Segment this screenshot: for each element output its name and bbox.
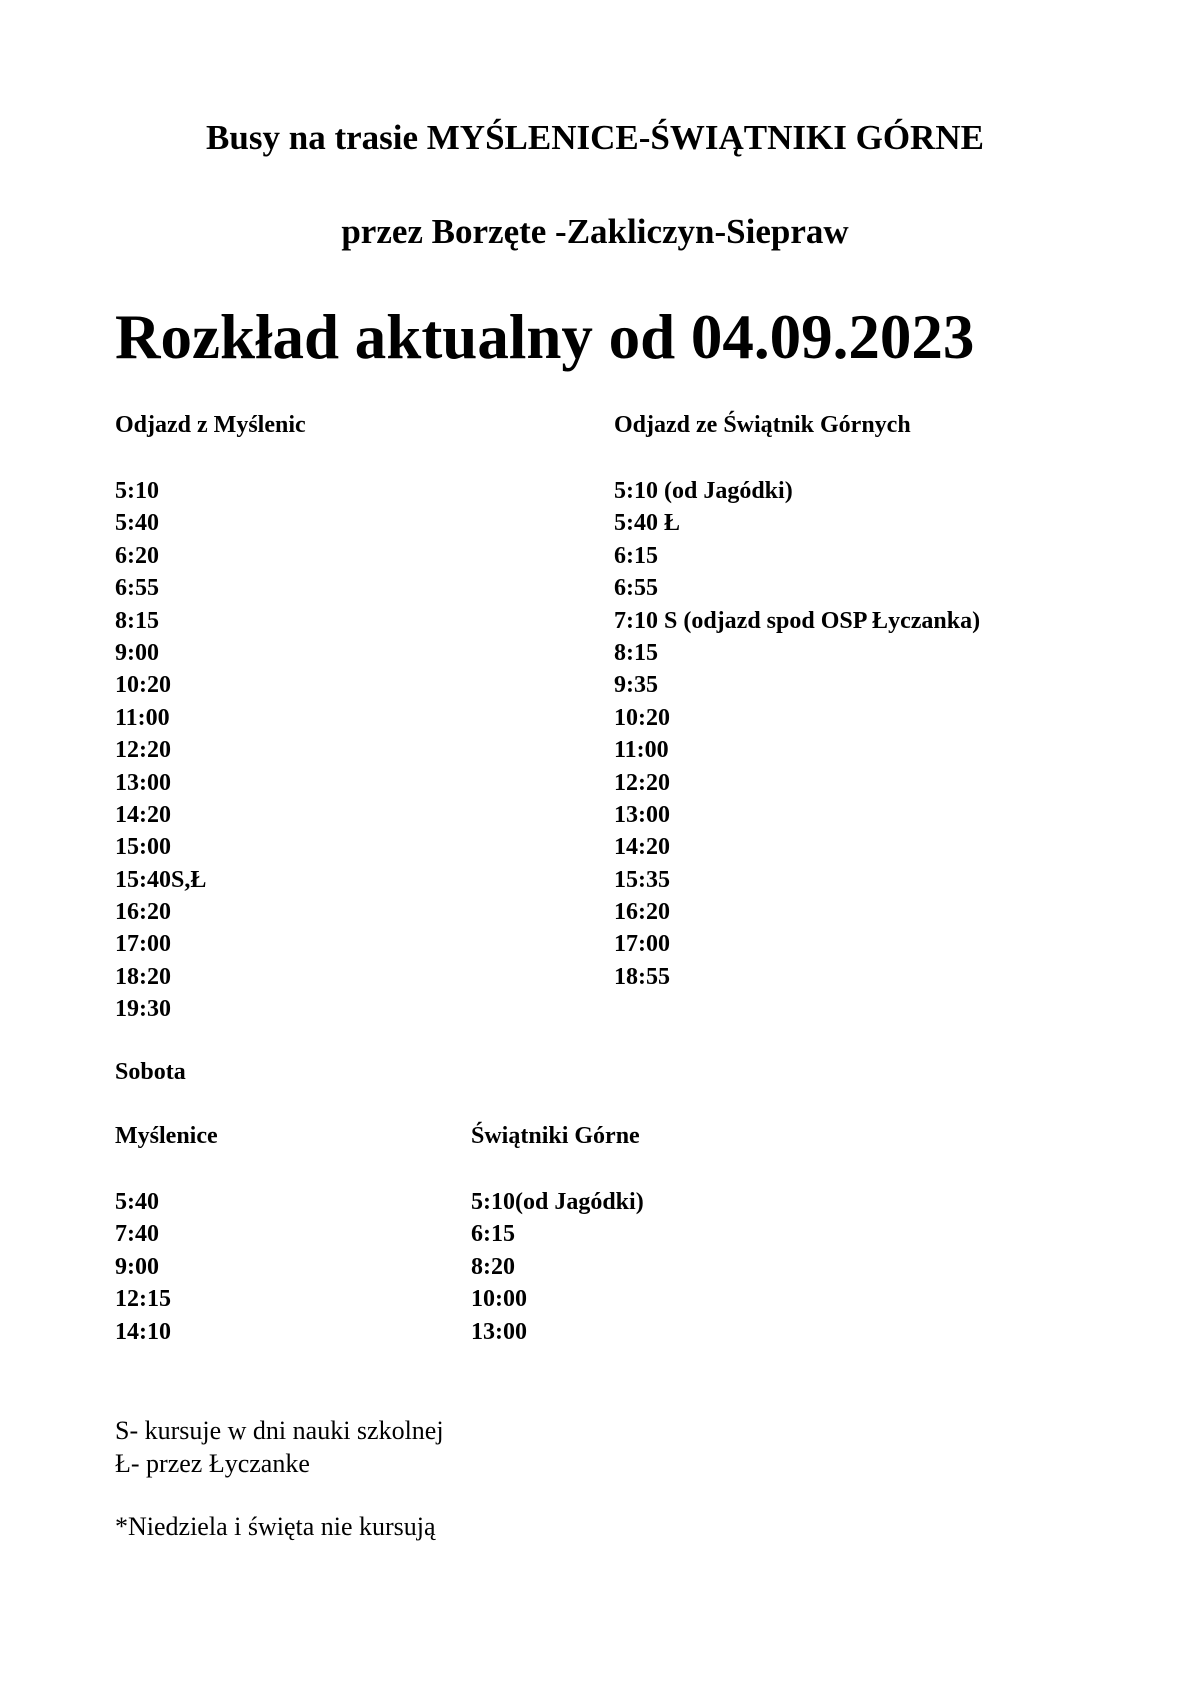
departure-time: 13:00	[471, 1318, 527, 1345]
departure-time: 18:55	[614, 963, 670, 990]
saturday-swiatniki-header: Świątniki Górne	[471, 1123, 640, 1149]
departure-time: 9:00	[115, 639, 159, 666]
departure-time: 10:20	[115, 672, 171, 699]
saturday-swiatniki-times	[471, 1186, 644, 1348]
departure-time: 10:20	[614, 704, 670, 731]
departure-time: 5:10 (od Jagódki)	[614, 478, 793, 504]
title-line-2: przez Borzęte -Zakliczyn-Siepraw	[341, 212, 849, 251]
departure-time: 15:35	[614, 866, 670, 893]
departure-time: 6:20	[115, 542, 159, 569]
departure-time: 17:00	[614, 931, 670, 958]
departure-time: 8:15	[614, 639, 658, 666]
legend-notes	[115, 1414, 444, 1543]
sunday-note: *Niedziela i święta nie kursują	[115, 1512, 436, 1541]
departure-time: 6:55	[115, 575, 159, 602]
departure-time: 11:00	[115, 704, 170, 731]
departure-time: 5:40	[115, 510, 159, 537]
departure-time: 11:00	[614, 737, 669, 764]
weekday-swiatniki-times	[614, 475, 980, 993]
weekday-myslenice-times	[115, 475, 306, 1026]
weekday-swiatniki-header: Odjazd ze Świątnik Górnych	[614, 412, 911, 438]
title-line-1: Busy na trasie MYŚLENICE-ŚWIĄTNIKI GÓRNE	[206, 118, 984, 157]
departure-time: 7:10 S (odjazd spod OSP Łyczanka)	[614, 607, 981, 634]
departure-time: 15:00	[115, 834, 171, 861]
departure-time: 13:00	[614, 801, 670, 828]
weekday-myslenice-header: Odjazd z Myślenic	[115, 412, 306, 438]
departure-time: 5:40 Ł	[614, 510, 680, 537]
departure-time: 9:35	[614, 672, 658, 699]
departure-time: 17:00	[115, 931, 171, 958]
departure-time: 18:20	[115, 963, 171, 990]
saturday-myslenice-header: Myślenice	[115, 1123, 218, 1149]
legend-s: S- kursuje w dni nauki szkolnej	[115, 1416, 444, 1445]
departure-time: 16:20	[115, 899, 171, 926]
departure-time: 5:10(od Jagódki)	[471, 1189, 644, 1215]
departure-time: 12:20	[614, 769, 670, 796]
departure-time: 6:15	[471, 1221, 515, 1248]
departure-time: 14:10	[115, 1318, 171, 1345]
departure-time: 7:40	[115, 1221, 159, 1248]
saturday-header: Sobota	[115, 1059, 186, 1085]
departure-time: 12:20	[115, 737, 171, 764]
departure-time: 5:40	[115, 1189, 159, 1215]
saturday-myslenice-times	[115, 1186, 218, 1348]
weekday-myslenice-column	[115, 411, 306, 1026]
weekday-swiatniki-column	[614, 411, 980, 993]
departure-time: 19:30	[115, 996, 171, 1023]
departure-time: 8:20	[471, 1253, 515, 1280]
departure-time: 16:20	[614, 899, 670, 926]
departure-time: 9:00	[115, 1253, 159, 1280]
departure-time: 5:10	[115, 478, 159, 504]
departure-time: 14:20	[115, 801, 171, 828]
departure-time: 6:15	[614, 542, 658, 569]
departure-time: 15:40S,Ł	[115, 866, 207, 893]
departure-time: 12:15	[115, 1286, 171, 1313]
departure-time: 13:00	[115, 769, 171, 796]
saturday-myslenice-column	[115, 1122, 218, 1348]
legend-l: Ł- przez Łyczanke	[115, 1449, 310, 1478]
departure-time: 6:55	[614, 575, 658, 602]
saturday-swiatniki-column	[471, 1122, 644, 1348]
schedule-headline: Rozkład aktualny od 04.09.2023	[115, 302, 975, 372]
departure-time: 10:00	[471, 1286, 527, 1313]
departure-time: 14:20	[614, 834, 670, 861]
departure-time: 8:15	[115, 607, 159, 634]
